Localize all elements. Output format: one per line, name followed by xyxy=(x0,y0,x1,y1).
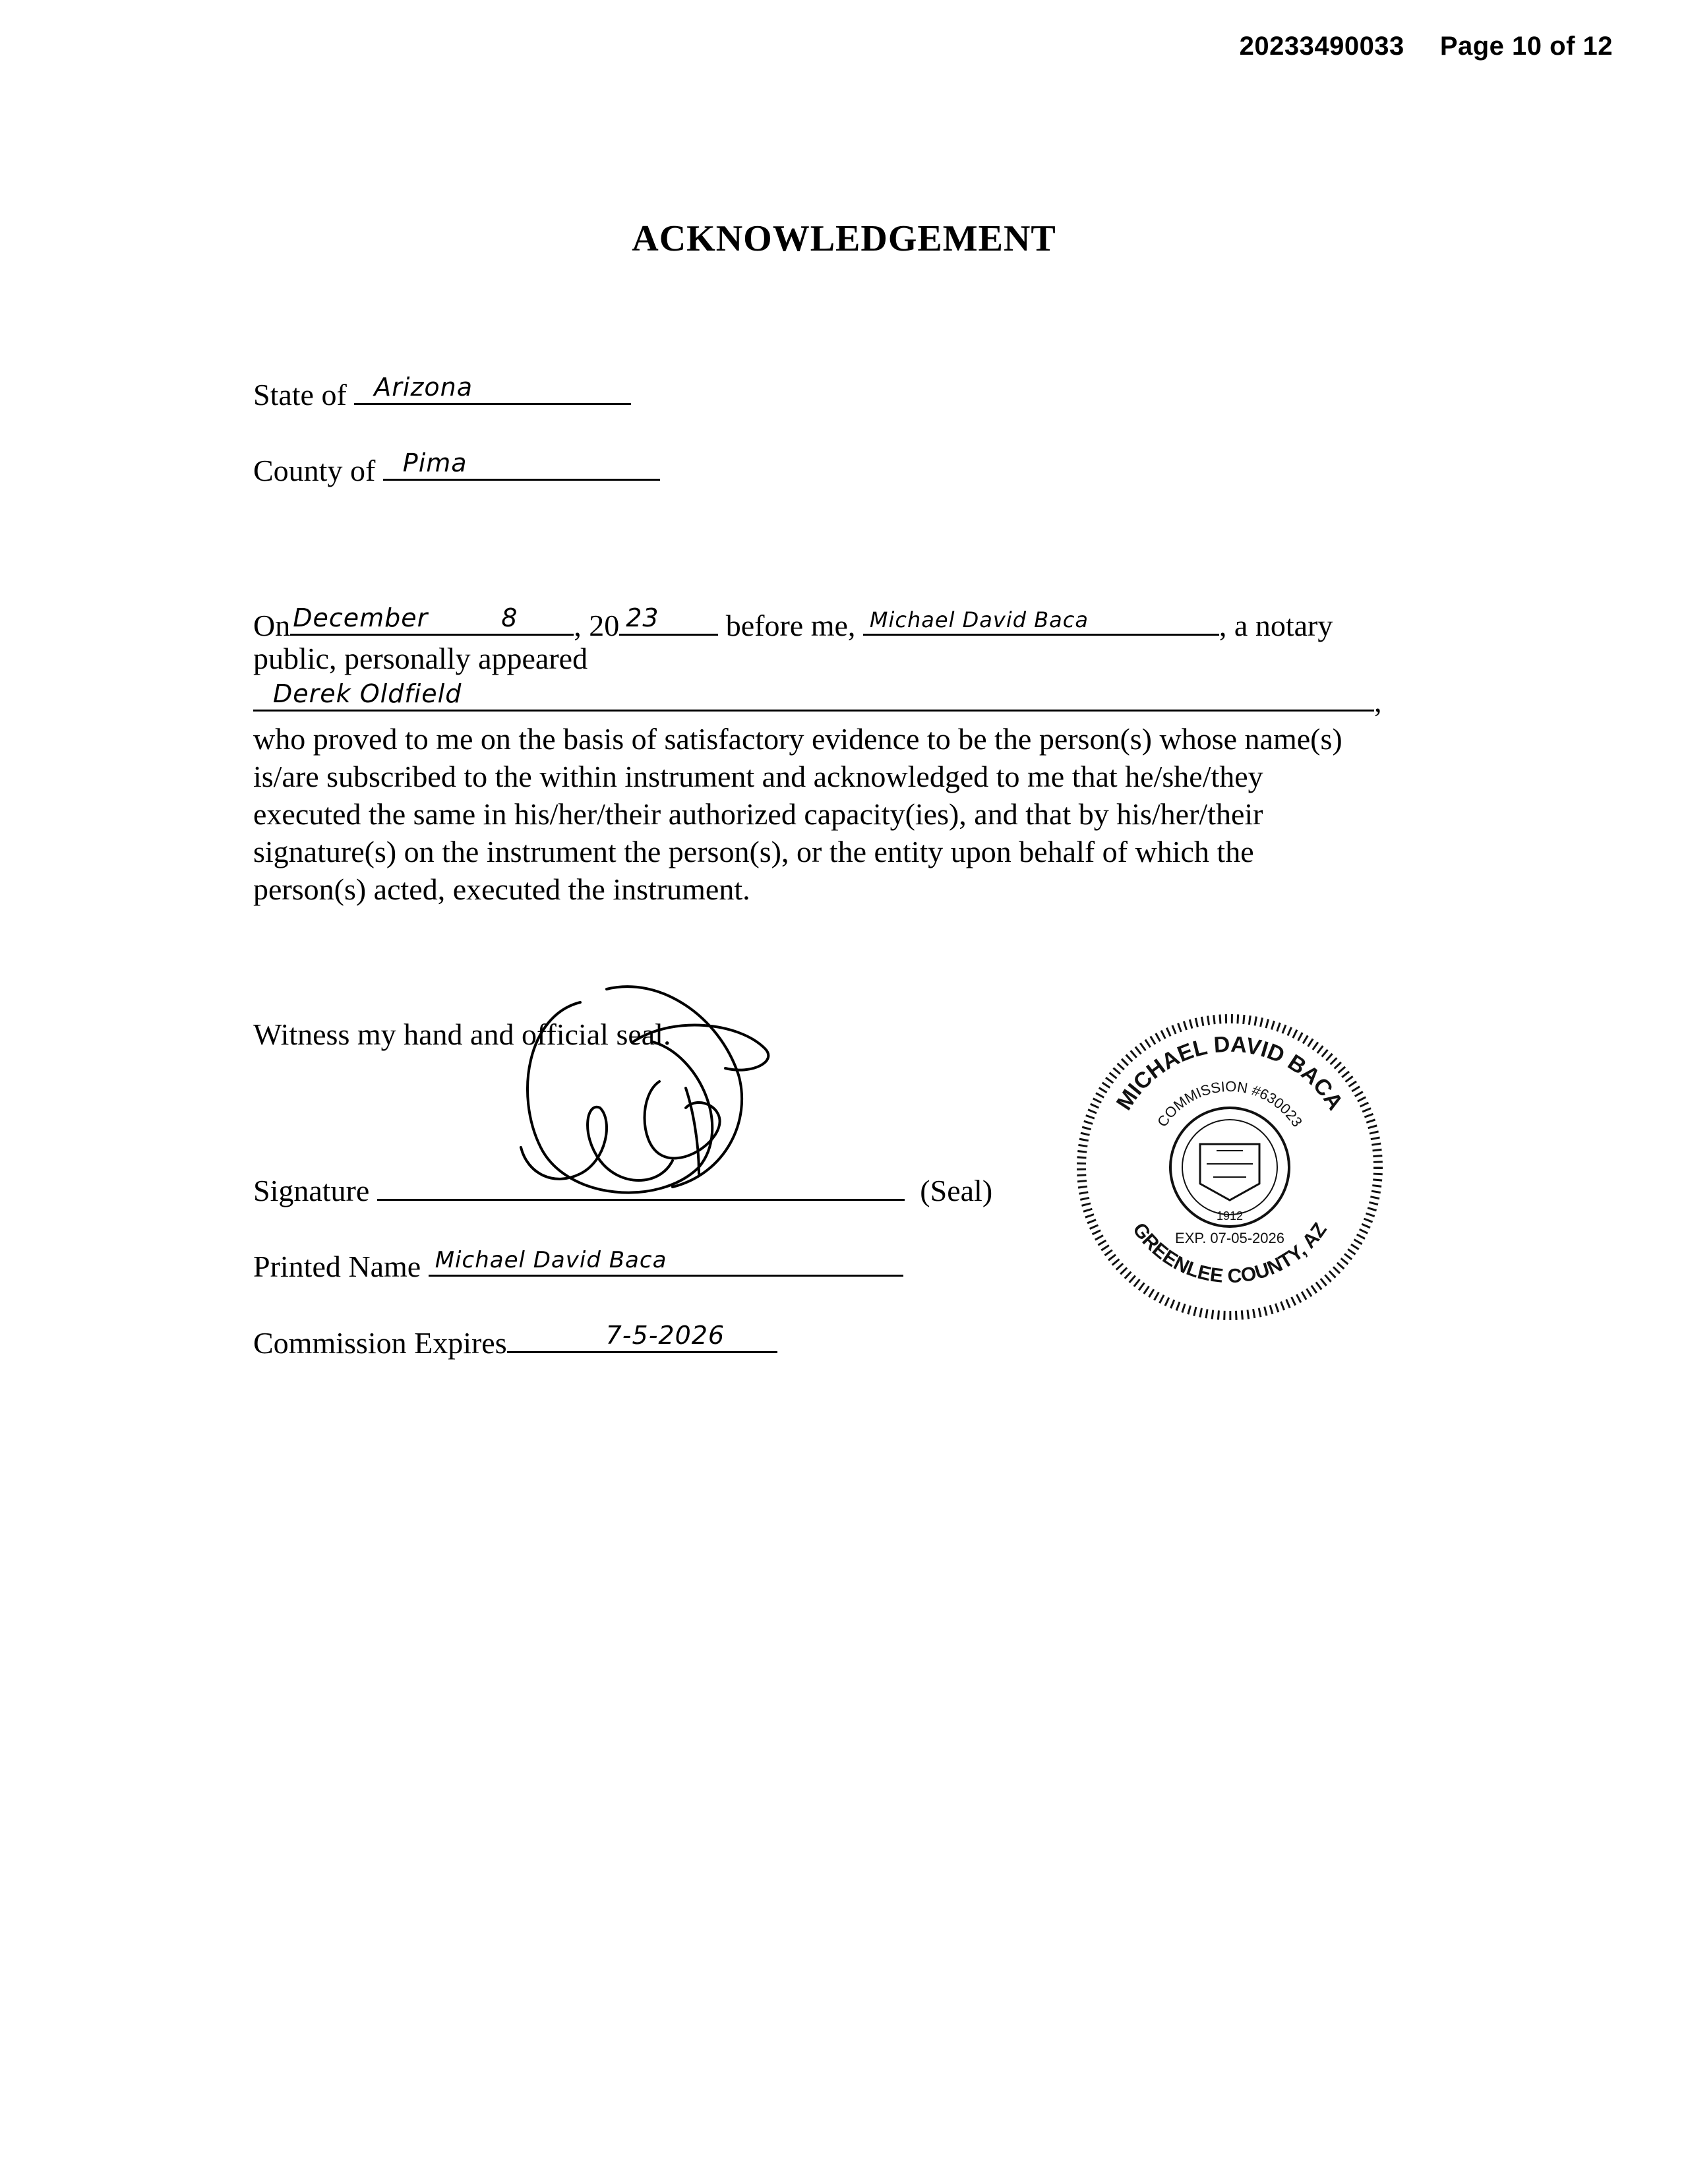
county-label: County of xyxy=(253,454,376,487)
seal-top-text: MICHAEL DAVID BACA xyxy=(1111,1031,1348,1115)
on-label: On xyxy=(253,609,291,642)
printed-name-line xyxy=(253,1244,903,1284)
seal-commission-text: COMMISSION #630023 xyxy=(1153,1077,1306,1130)
signature-label: Signature xyxy=(253,1174,370,1207)
state-value: Arizona xyxy=(374,373,473,402)
page-number: Page 10 of 12 xyxy=(1439,32,1613,61)
state-line xyxy=(253,373,631,412)
commission-value: 7-5-2026 xyxy=(605,1321,725,1350)
state-label: State of xyxy=(253,378,347,411)
handwritten-signature xyxy=(501,976,818,1213)
body-line: who proved to me on the basis of satisfactory evidence to be the person(s) whose name(s) xyxy=(253,722,1342,756)
commission-line xyxy=(253,1321,777,1360)
svg-text:MICHAEL DAVID BACA xyxy=(1112,1032,1348,1115)
county-line xyxy=(253,448,660,488)
appeared-comma: , xyxy=(1374,684,1382,718)
document-header xyxy=(1240,32,1613,61)
body-line: person(s) acted, executed the instrument. xyxy=(253,872,750,906)
printed-name-label: Printed Name xyxy=(253,1250,421,1283)
seal-label: (Seal) xyxy=(920,1174,993,1207)
county-value: Pima xyxy=(402,448,467,477)
document-number: 20233490033 xyxy=(1239,32,1404,61)
appeared-line xyxy=(253,679,1382,719)
appeared-name-value: Derek Oldfield xyxy=(273,679,462,708)
witness-line: Witness my hand and official seal. xyxy=(253,1017,671,1051)
acknowledgment-line-1 xyxy=(253,603,1333,643)
printed-name-value: Michael David Baca xyxy=(435,1247,667,1273)
acknowledgment-line-2: public, personally appeared xyxy=(253,642,588,675)
notary-seal xyxy=(1075,1012,1385,1322)
svg-text:COMMISSION #630023 xyxy=(1154,1078,1306,1130)
body-line: executed the same in his/her/their authorized capacity(ies), and that by his/her/their xyxy=(253,797,1263,831)
year-value: 23 xyxy=(626,603,659,632)
a-notary-label: , a notary xyxy=(1219,609,1333,642)
body-line: is/are subscribed to the within instrument and acknowledged to me that he/she/they xyxy=(253,760,1263,793)
commission-label: Commission Expires xyxy=(253,1326,507,1360)
body-line: signature(s) on the instrument the person(s), or the entity upon behalf of which the xyxy=(253,835,1254,868)
acknowledgment-body xyxy=(253,720,1440,908)
month-value: December xyxy=(293,603,429,632)
seal-bottom-text: GREENLEE COUNTY, AZ xyxy=(1128,1219,1331,1288)
seal-year-text: 1912 xyxy=(1216,1209,1244,1223)
before-me-label: before me, xyxy=(725,609,856,642)
seal-exp-text: EXP. 07-05-2026 xyxy=(1175,1230,1284,1246)
page-title: ACKNOWLEDGEMENT xyxy=(632,218,1056,259)
notary-name-value: Michael David Baca xyxy=(869,607,1089,632)
year-prefix: , 20 xyxy=(574,609,620,642)
svg-text:GREENLEE COUNTY, AZ xyxy=(1128,1219,1331,1287)
day-value: 8 xyxy=(501,603,518,632)
